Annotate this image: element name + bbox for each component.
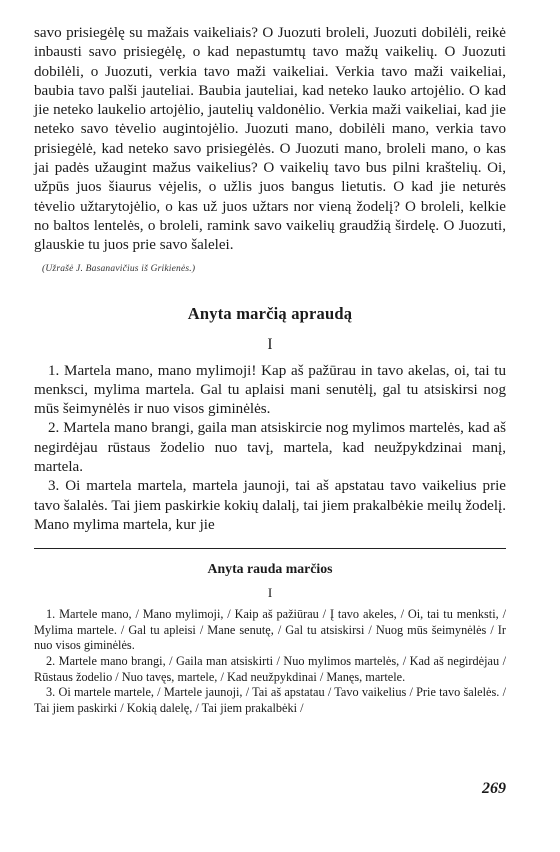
footnote-paragraph-1: 1. Martele mano, / Mano mylimoji, / Kaip aš pažiūrau / Į tavo akeles, / Oi, tai tu menksti, / Mylima martele. / Gal tu apleisi / Mane senutę, / Gal tu atsiskirsi / Nuog mūs šeimynėlės / Ir nuo visos giminėlės. <box>34 607 506 653</box>
top-paragraph: savo prisiegėlę su mažais vaikeliais? O Juozuti broleli, Juozuti dobilėli, reikė inbausti savo prisiegėlę, o kad nepastumtų tavo mažų vaikelių. O Juozuti dobilėli, o Juozuti, verkia tavo maži vaikeliai. Verkia tavo maži vaikeliai, baubia tavo palši jauteliai. Baubia jauteliai, kad neteko lauko artojėlio. O kad jie neteko laukelio artojėlio, jautelių valdonėlio. Verkia maži vaikeliai, kad jie neteko savo tėvelio augintojėlio. Juozuti mano, dobilėli mano, verkia tavo prisiegėlė, kad neteko savo prisiegėlės. O Juozuti mano, broleli mano, o kas jai padės užaugint mažus vaikelius? O vaikelių tavo bus pilni kraštelių. Oi, užpūs juos šiaurus vėjelis, o užlis juos bangus lietutis. O kad jie neturės tėvelio užtarytojėlio, o kas už juos užtars nor vieną žodelį? O broleli, kelkie no baltos lentelės, o broleli, ramink savo vaikelių graudžią širdelę. O Juozuti, glauskie tu juos prie savo šalelei. <box>34 25 506 254</box>
footnote-divider <box>34 548 506 549</box>
source-note: (Užrašė J. Basanavičius iš Grikienės.) <box>42 263 196 274</box>
footnote-paragraph-3: 3. Oi martele martele, / Martele jaunoji, / Tai aš apstatau / Tavo vaikelius / Prie tavo šalelės. / Tai jiem paskirki / Kokią dalelę, / Tai jiem prakalbėki / <box>34 685 506 715</box>
book-page <box>34 24 506 716</box>
section-number: I <box>267 335 273 353</box>
footnote-paragraph-2: 2. Martele mano brangi, / Gaila man atsiskirti / Nuo mylimos martelės, / Kad aš negirdėjau / Rūstaus žodelio / Nuo tavęs, martele, / Kad neužpykdinai / Manęs, martele. <box>34 654 506 684</box>
page-number: 269 <box>482 780 506 797</box>
section-paragraph-1: 1. Martela mano, mano mylimoji! Kap aš pažūrau in tavo akelas, oi, tai tu menksci, mylima martela. Gal tu aplaisi mani senutėlį, gal tu atsiskirsi nog mūs šeimynėlės ir nuo visos giminėlės. <box>34 362 506 418</box>
section-paragraph-3: 3. Oi martela martela, martela jaunoji, tai aš apstatau tavo vaikelius prie tavo šalalės. Tai jiem paskirkie kokių dalalį, tai jiem prakalbėkie meilų žodelį. Mano mylima martela, kur jie <box>34 478 506 533</box>
footnote-title: Anyta rauda marčios <box>207 561 333 577</box>
footnote-number: I <box>267 585 273 601</box>
section-paragraph-2: 2. Martela mano brangi, gaila man atsiskircie nog mylimos martelės, kad aš negirdėjau rūstaus žodelio nuo tavį, martela, kad neužpykdzinai manį, martela. <box>34 420 506 476</box>
section-title: Anyta marčią apraudą <box>187 303 353 323</box>
